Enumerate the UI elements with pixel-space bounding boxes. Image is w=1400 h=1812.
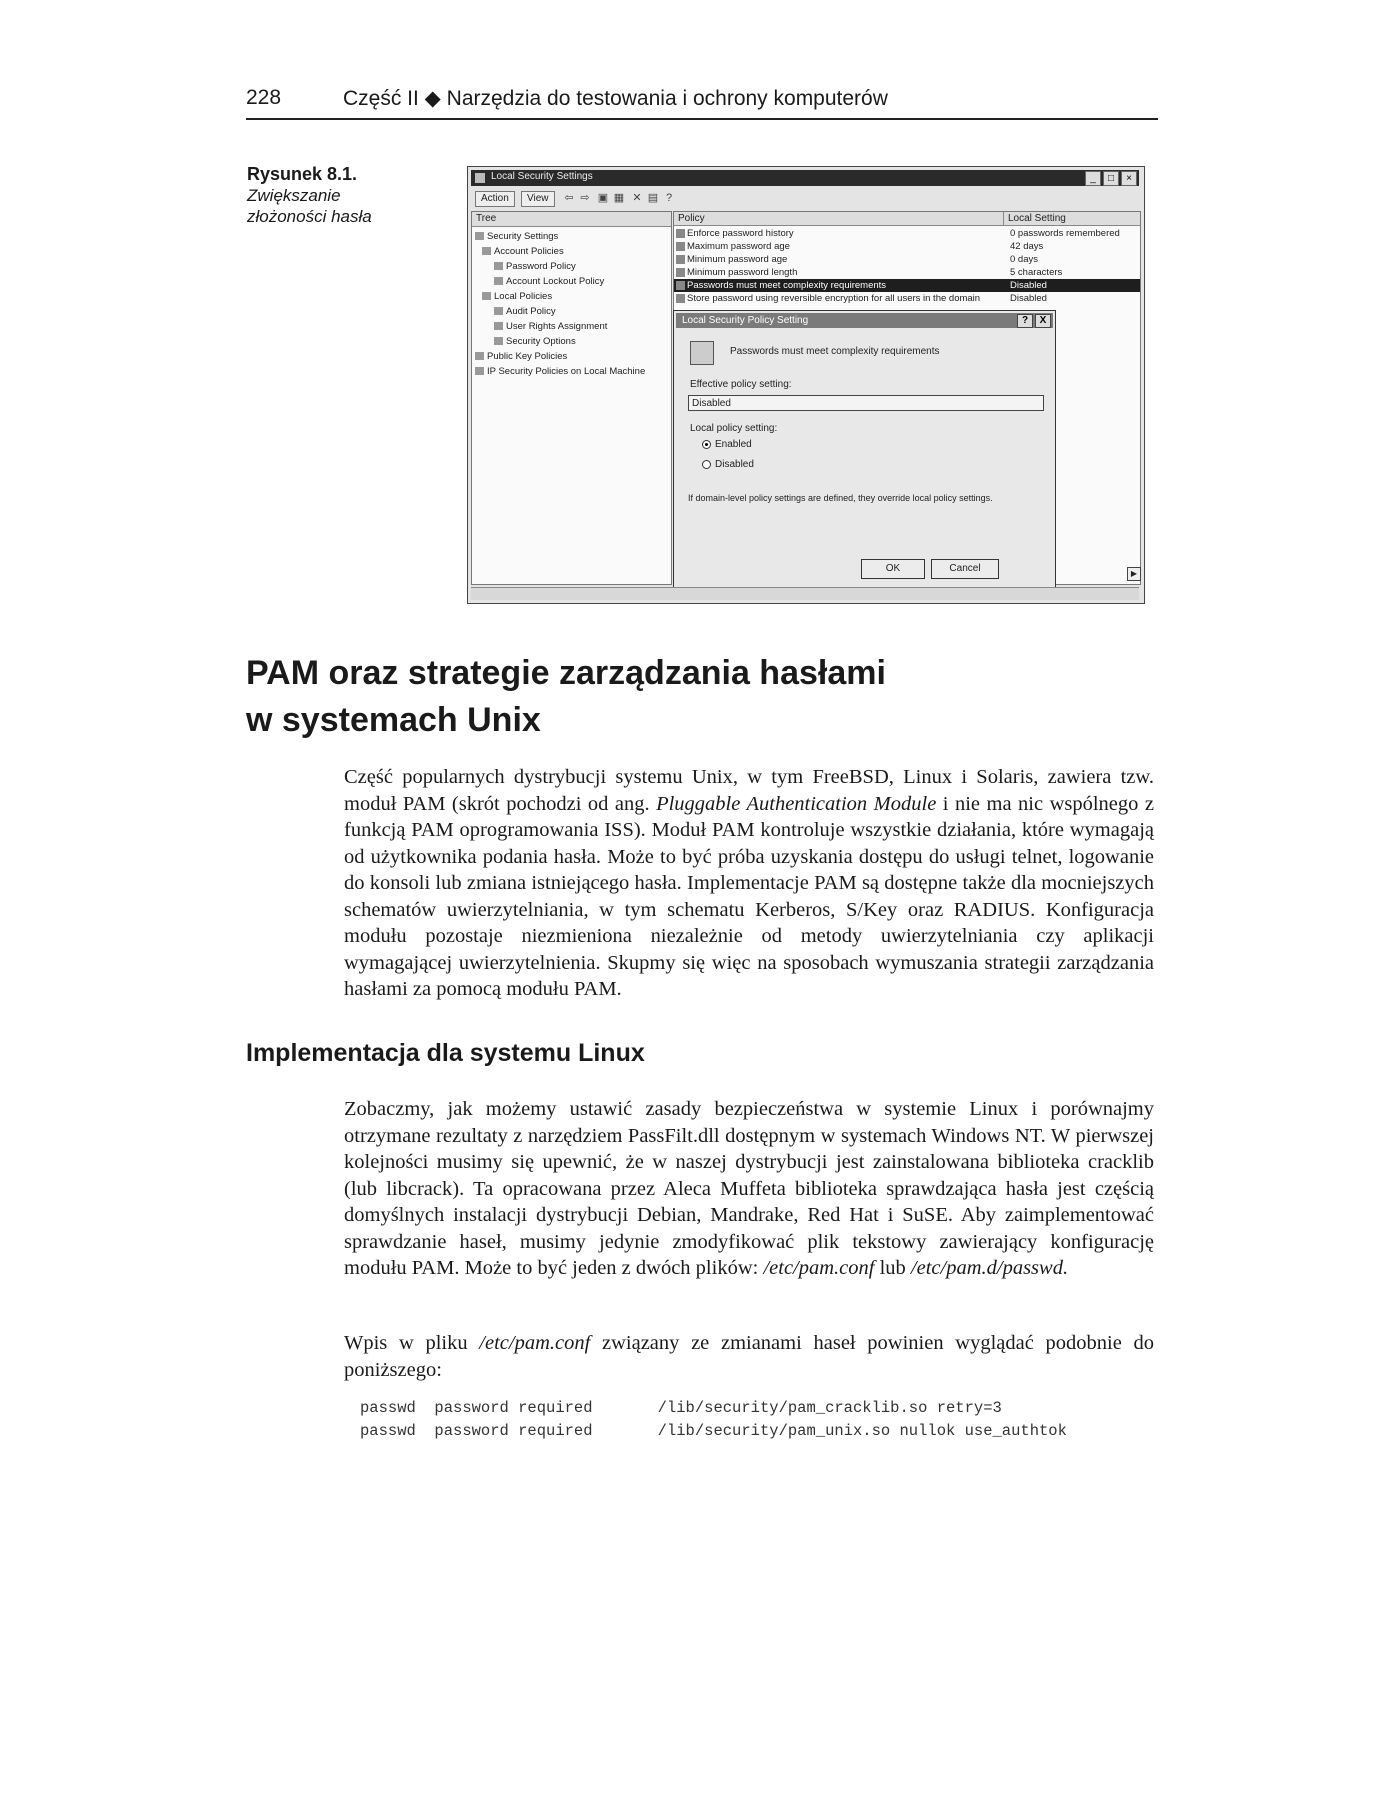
folder-icon [494,262,503,270]
effective-setting-label: Effective policy setting: [690,379,792,390]
policy-row[interactable]: Minimum password age 0 days [674,253,1140,266]
cancel-button[interactable]: Cancel [931,559,999,579]
export-icon[interactable]: ▤ [647,192,659,204]
delete-icon[interactable]: ✕ [632,192,642,204]
local-setting-label: Local policy setting: [690,423,778,434]
window-toolbar [471,189,1139,207]
policy-row[interactable]: Minimum password length 5 characters [674,266,1140,279]
tree-item-security-settings[interactable]: Security Settings [475,231,558,242]
maximize-icon[interactable]: □ [1103,171,1119,186]
minimize-icon[interactable]: _ [1085,171,1101,186]
tree-item-password-policy[interactable]: Password Policy [494,261,576,272]
view-menu-button[interactable]: View [521,191,555,207]
figure-caption [247,164,417,227]
tree-item-ip-security-policies[interactable]: IP Security Policies on Local Machine [475,366,645,377]
folder-icon [475,352,484,360]
policy-row[interactable]: Store password using reversible encryption for all users in the domain Disabled [674,292,1140,305]
dialog-title: Local Security Policy Setting [682,315,809,326]
paragraph-pam-intro: Część popularnych dystrybucji systemu Unix, w tym FreeBSD, Linux i Solaris, zawiera tzw. moduł PAM (skrót pochodzi od ang. Pluggable Authentication Module i nie ma nic wspólnego z funkcją PAM oprogramowania ISS). Moduł PAM kontroluje wszystkie działania, które wymagają od użytkownika podania hasła. Może to być próba uzyskania dostępu do usługi telnet, logowanie do konsoli lub zmiana istniejącego hasła. Implementacje PAM są dostępne także dla mocniejszych schematów uwierzytelniania, w tym schematu Kerberos, S/Key oraz RADIUS. Konfiguracja modułu pozostaje niezmieniona niezależnie od metody uwierzytelniania czy aplikacji wymagającej uwierzytelnienia. Skupmy się więc na sposobach wymuszania strategii zarządzania hasłami za pomocą modułu PAM. [344,766,1154,1000]
dialog-policy-name: Passwords must meet complexity requirements [730,346,940,357]
up-folder-icon[interactable]: ▣ [597,192,609,204]
policy-column-header[interactable]: Policy [674,212,1004,226]
policy-row[interactable]: Maximum password age 42 days [674,240,1140,253]
figure-label: Rysunek 8.1. [247,164,358,184]
ok-button[interactable]: OK [861,559,925,579]
app-icon [475,173,485,183]
dialog-titlebar [676,313,1053,328]
policy-icon [676,255,685,264]
figure-description-line1: Zwiększanie [247,186,341,205]
folder-icon [482,247,491,255]
disabled-radio[interactable]: Disabled [702,459,754,470]
help-icon[interactable]: ? [665,192,673,204]
tree-item-account-policies[interactable]: Account Policies [482,246,564,257]
running-title: Część II ◆ Narzędzia do testowania i ochrony komputerów [343,87,888,110]
figure-description-line2: złożoności hasła [247,207,372,226]
code-line: passwd password required /lib/security/pam_unix.so nullok use_authtok [360,1422,1067,1440]
tree-item-user-rights-assignment[interactable]: User Rights Assignment [494,321,607,332]
folder-icon [494,307,503,315]
policy-icon [676,229,685,238]
policy-icon [690,341,714,365]
page-number: 228 [246,86,282,109]
policy-row-selected[interactable]: Passwords must meet complexity requirements Disabled [674,279,1140,292]
window-titlebar [471,170,1139,186]
radio-selected-icon [702,440,711,449]
close-icon[interactable]: × [1121,171,1137,186]
subsection-heading: Implementacja dla systemu Linux [246,1039,645,1067]
action-menu-button[interactable]: Action [475,191,515,207]
domain-override-note: If domain-level policy settings are defined, they override local policy settings. [688,493,993,503]
scroll-right-icon[interactable]: ▶ [1127,567,1141,581]
dialog-close-button[interactable]: X [1035,314,1051,328]
window-title: Local Security Settings [491,171,593,182]
tree-item-account-lockout-policy[interactable]: Account Lockout Policy [494,276,604,287]
tree-item-security-options[interactable]: Security Options [494,336,576,347]
effective-setting-field: Disabled [688,395,1044,411]
back-icon[interactable]: ⇦ [564,192,574,204]
forward-icon[interactable]: ⇨ [580,192,590,204]
show-tree-icon[interactable]: ▦ [613,192,625,204]
policy-setting-dialog [673,310,1056,589]
radio-unselected-icon [702,460,711,469]
folder-icon [494,277,503,285]
local-setting-column-header[interactable]: Local Setting [1004,212,1140,226]
tree-item-local-policies[interactable]: Local Policies [482,291,552,302]
policy-icon [676,242,685,251]
paragraph-pam-conf-entry: Wpis w pliku /etc/pam.conf związany ze zmianami haseł powinien wyglądać podobnie do poniższego: [344,1332,1155,1381]
policy-icon [676,268,685,277]
ip-security-icon [475,367,484,375]
page-header [246,86,1158,120]
policy-icon [676,294,685,303]
status-bar [471,587,1139,600]
section-heading-line1: PAM oraz strategie zarządzania hasłami [246,654,886,692]
code-line: passwd password required /lib/security/pam_cracklib.so retry=3 [360,1399,1002,1417]
folder-icon [494,337,503,345]
tree-header: Tree [472,212,671,227]
paragraph-linux-implementation: Zobaczmy, jak możemy ustawić zasady bezpieczeństwa w systemie Linux i porównajmy otrzymane rezultaty z narzędziem PassFilt.dll dostępnym w systemach Windows NT. W pierwszej kolejności musimy się upewnić, że w naszej dystrybucji jest zainstalowana biblioteka cracklib (lub libcrack). Ta opracowana przez Aleca Muffeta biblioteka sprawdzająca hasła jest częścią domyślnych instalacji dystrybucji Debian, Mandrake, Red Hat i SuSE. Aby zaimplementować sprawdzanie haseł, musimy jedynie zmodyfikować plik tekstowy zawierający konfigurację modułu PAM. Może to być jeden z dwóch plików: /etc/pam.conf lub /etc/pam.d/passwd. [344,1098,1154,1279]
dialog-help-button[interactable]: ? [1017,314,1033,328]
tree-item-public-key-policies[interactable]: Public Key Policies [475,351,567,362]
tree-pane [471,211,672,585]
enabled-radio[interactable]: Enabled [702,439,752,450]
folder-icon [482,292,491,300]
security-settings-icon [475,232,484,240]
figure-screenshot [467,166,1145,604]
section-heading-line2: w systemach Unix [246,701,541,739]
section-heading [246,650,1146,744]
policy-icon [676,281,685,290]
policy-row[interactable]: Enforce password history 0 passwords remembered [674,227,1140,240]
folder-icon [494,322,503,330]
tree-item-audit-policy[interactable]: Audit Policy [494,306,556,317]
